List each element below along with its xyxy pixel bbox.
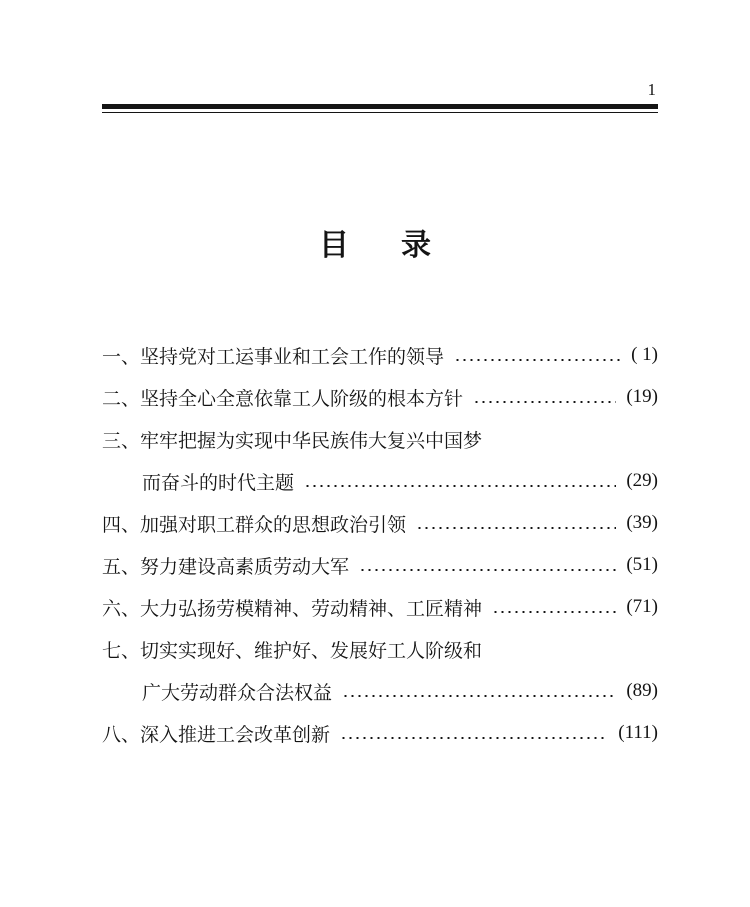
toc-entry-title: 加强对职工群众的思想政治引领 xyxy=(140,513,407,536)
toc-line xyxy=(102,544,658,586)
toc-line xyxy=(102,418,658,460)
header-rule-thick xyxy=(102,104,658,109)
toc-page-number: (39) xyxy=(626,512,658,533)
toc-entry xyxy=(102,334,658,376)
toc-page-number: (71) xyxy=(626,596,658,617)
toc-entry-title: 广大劳动群众合法权益 xyxy=(142,681,333,704)
toc-entry xyxy=(102,376,658,418)
toc-entry-number: 二、 xyxy=(102,387,141,410)
toc-entry-number: 八、 xyxy=(102,723,141,746)
toc-line xyxy=(102,334,658,376)
toc-line xyxy=(102,712,658,754)
toc-page-number: ( 1) xyxy=(631,344,658,365)
toc-dot-leader xyxy=(340,737,608,739)
toc-entry xyxy=(102,712,658,754)
toc-entry xyxy=(102,544,658,586)
toc-entry-number: 四、 xyxy=(102,513,141,536)
toc-title: 目录 xyxy=(319,228,483,263)
toc-dot-leader xyxy=(359,569,616,571)
toc-line xyxy=(102,586,658,628)
toc-entry-title: 牢牢把握为实现中华民族伟大复兴中国梦 xyxy=(140,429,483,452)
toc-entry-number: 七、 xyxy=(102,639,141,662)
table-of-contents xyxy=(102,334,658,754)
toc-page-number: (29) xyxy=(626,470,658,491)
toc-line xyxy=(102,670,658,712)
toc-entry-number: 五、 xyxy=(102,555,141,578)
toc-entry-title: 深入推进工会改革创新 xyxy=(140,723,331,746)
toc-entry-title: 大力弘扬劳模精神、劳动精神、工匠精神 xyxy=(140,597,483,620)
toc-line xyxy=(102,460,658,502)
toc-dot-leader xyxy=(304,485,616,487)
toc-entry-title: 坚持党对工运事业和工会工作的领导 xyxy=(140,345,445,368)
toc-dot-leader xyxy=(492,611,616,613)
toc-entry-title: 坚持全心全意依靠工人阶级的根本方针 xyxy=(140,387,464,410)
toc-entry xyxy=(102,418,658,502)
toc-dot-leader xyxy=(473,401,616,403)
toc-dot-leader xyxy=(416,527,616,529)
toc-page-number: (89) xyxy=(626,680,658,701)
toc-dot-leader xyxy=(454,359,621,361)
toc-entry-title: 切实实现好、维护好、发展好工人阶级和 xyxy=(140,639,483,662)
header-rule-thin xyxy=(102,112,658,113)
toc-entry-number: 六、 xyxy=(102,597,141,620)
toc-page-number: (51) xyxy=(626,554,658,575)
toc-page-number: (19) xyxy=(626,386,658,407)
toc-page-number: (111) xyxy=(618,722,658,743)
toc-entry xyxy=(102,586,658,628)
toc-entry-number: 三、 xyxy=(102,429,141,452)
page-number: 1 xyxy=(647,80,656,99)
toc-entry xyxy=(102,628,658,712)
toc-line xyxy=(102,502,658,544)
toc-entry xyxy=(102,502,658,544)
toc-entry-title: 而奋斗的时代主题 xyxy=(142,471,295,494)
toc-entry-title: 努力建设高素质劳动大军 xyxy=(140,555,350,578)
toc-dot-leader xyxy=(342,695,616,697)
toc-line xyxy=(102,376,658,418)
toc-entry-number: 一、 xyxy=(102,345,141,368)
toc-line xyxy=(102,628,658,670)
